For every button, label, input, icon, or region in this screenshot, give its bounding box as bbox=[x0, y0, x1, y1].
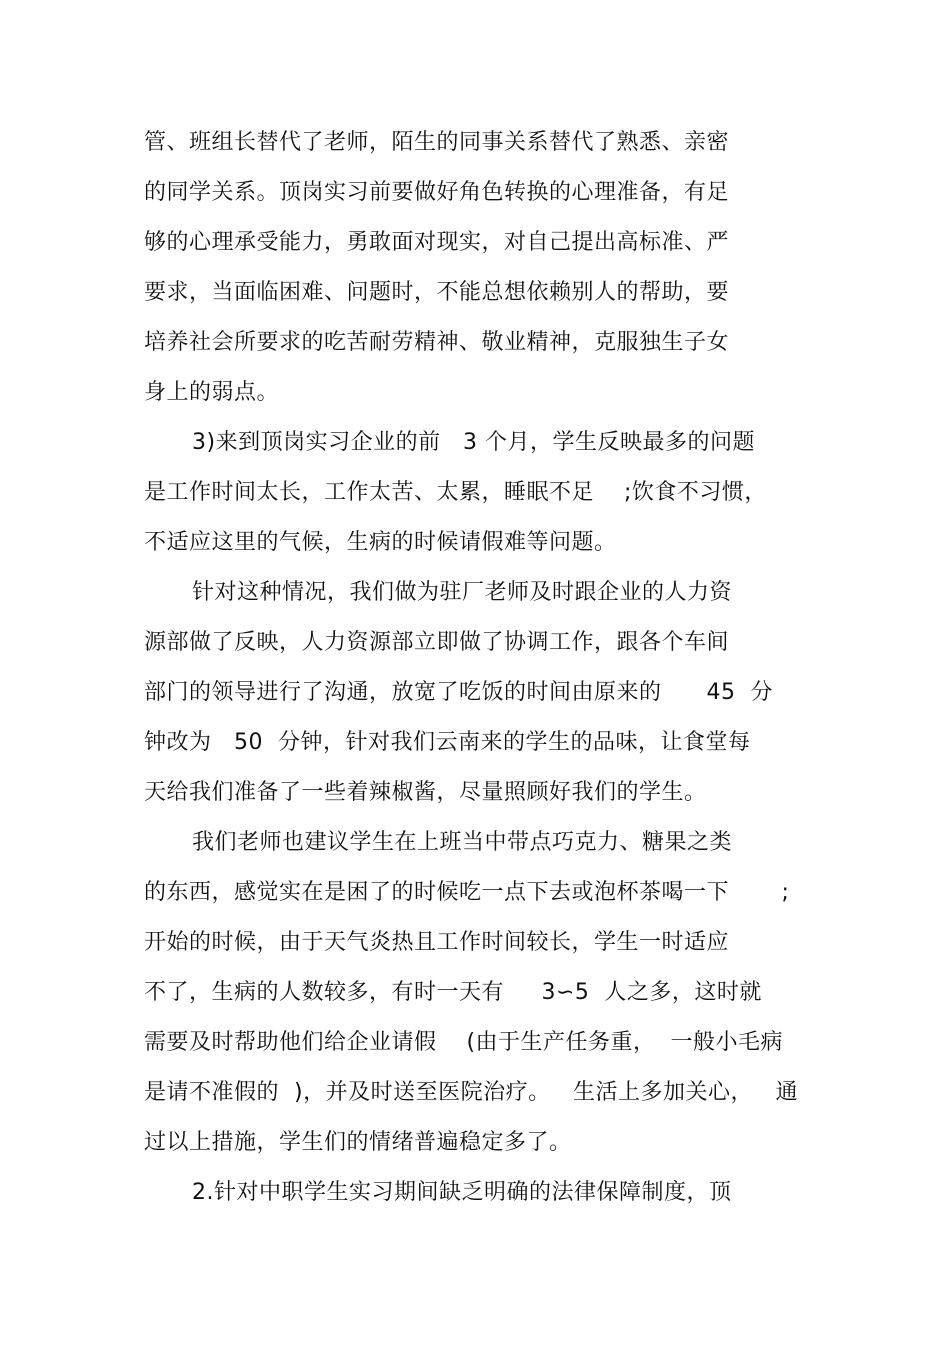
text-line: 不了，生病的人数较多，有时一天有 3∽5 人之多，这时就 bbox=[144, 980, 762, 1005]
text-line: 培养社会所要求的吃苦耐劳精神、敬业精神，克服独生子女 bbox=[144, 330, 730, 355]
text-line: 2.针对中职学生实习期间缺乏明确的法律保障制度，顶 bbox=[192, 1180, 732, 1205]
text-line: 开始的时候，由于天气炎热且工作时间较长，学生一时适应 bbox=[144, 930, 730, 955]
text-line: 是请不准假的 )，并及时送至医院治疗。 生活上多加关心， 通 bbox=[144, 1080, 799, 1105]
text-line: 的同学关系。顶岗实习前要做好角色转换的心理准备，有足 bbox=[144, 180, 730, 205]
text-line: 要求，当面临困难、问题时，不能总想依赖别人的帮助，要 bbox=[144, 280, 730, 305]
text-line: 源部做了反映，人力资源部立即做了协调工作，跟各个车间 bbox=[144, 630, 730, 655]
text-line: 管、班组长替代了老师，陌生的同事关系替代了熟悉、亲密 bbox=[144, 130, 730, 155]
text-line: 天给我们准备了一些着辣椒酱，尽量照顾好我们的学生。 bbox=[144, 780, 707, 805]
text-line: 过以上措施，学生们的情绪普遍稳定多了。 bbox=[144, 1130, 572, 1155]
text-line: 是工作时间太长，工作太苦、太累，睡眠不足 ;饮食不习惯， bbox=[144, 480, 767, 505]
text-line: 够的心理承受能力，勇敢面对现实，对自己提出高标准、严 bbox=[144, 230, 730, 255]
text-line: 不适应这里的气候，生病的时候请假难等问题。 bbox=[144, 530, 617, 555]
text-line: 的东西，感觉实在是困了的时候吃一点下去或泡杯茶喝一下 ; bbox=[144, 880, 790, 905]
text-line: 3)来到顶岗实习企业的前 3 个月，学生反映最多的问题 bbox=[192, 430, 756, 455]
text-line: 钟改为 50 分钟，针对我们云南来的学生的品味，让食堂每 bbox=[144, 730, 751, 755]
text-line: 身上的弱点。 bbox=[144, 380, 280, 405]
text-line: 部门的领导进行了沟通，放宽了吃饭的时间由原来的 45 分 bbox=[144, 680, 773, 705]
text-line: 需要及时帮助他们给企业请假 (由于生产任务重， 一般小毛病 bbox=[144, 1030, 784, 1055]
text-line: 针对这种情况，我们做为驻厂老师及时跟企业的人力资 bbox=[192, 580, 733, 605]
text-line: 我们老师也建议学生在上班当中带点巧克力、糖果之类 bbox=[192, 830, 733, 855]
